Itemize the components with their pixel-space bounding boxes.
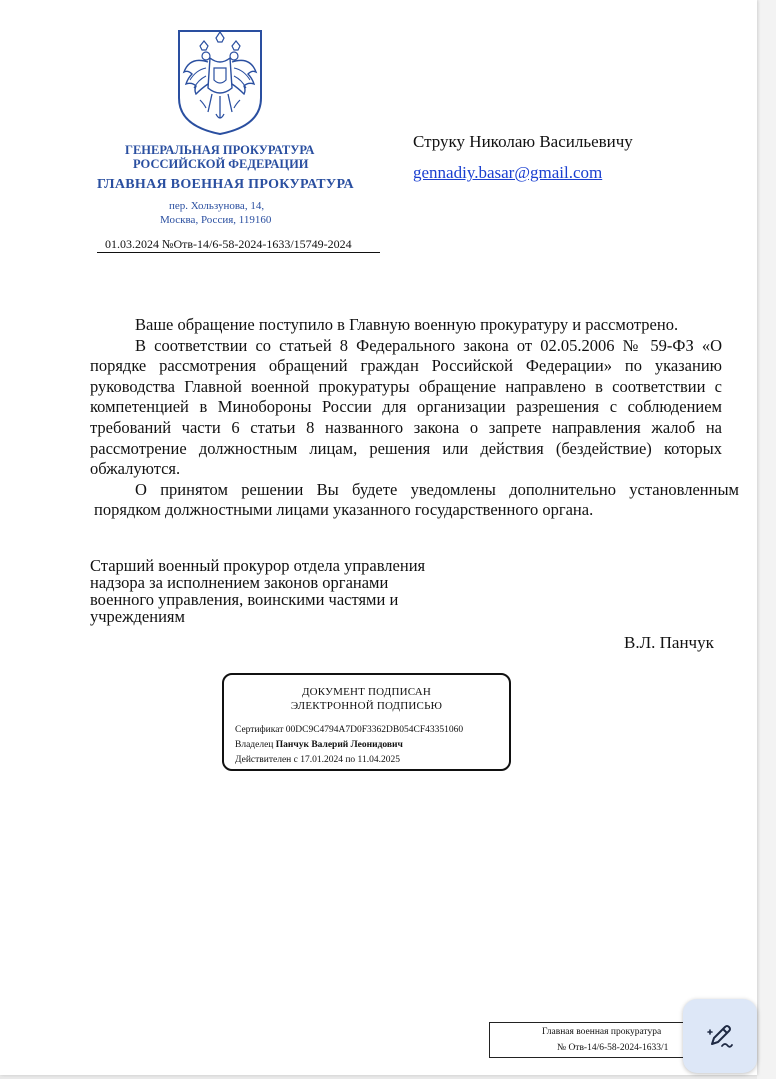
footer-number: № Отв-14/6-58-2024-1633/1	[557, 1043, 669, 1053]
signer-position-line1: Старший военный прокурор отдела управления	[90, 556, 426, 575]
agency-address-line2: Москва, Россия, 119160	[160, 214, 272, 226]
agency-name-line3: ГЛАВНАЯ ВОЕННАЯ ПРОКУРАТУРА	[97, 177, 354, 192]
stamp-certificate-row	[235, 725, 463, 735]
scrollbar-track[interactable]	[757, 0, 776, 1079]
signer-name: В.Л. Панчук	[624, 633, 714, 652]
stamp-owner-value: Панчук Валерий Леонидович	[275, 740, 403, 750]
agency-address-line1: пер. Хользунова, 14,	[169, 200, 265, 212]
signer-position-line3: военного управления, воинскими частями и	[90, 590, 399, 609]
russian-coat-of-arms-icon	[176, 28, 264, 136]
signer-position	[90, 557, 470, 625]
edit-sign-fab[interactable]	[683, 999, 757, 1073]
body-paragraph-3: О принятом решении Вы будете уведомлены дополнительно установленным порядком должностными лицами указанного государственного органа.	[94, 479, 739, 520]
pen-sparkle-icon	[706, 1022, 734, 1050]
signer-position-line2: надзора за исполнением законов органами	[90, 573, 389, 592]
registration-number: 01.03.2024 №Отв-14/6-58-2024-1633/15749-2024	[97, 237, 380, 253]
recipient-name: Струку Николаю Васильевичу	[413, 132, 633, 151]
e-signature-stamp	[222, 673, 511, 771]
stamp-certificate-value: 00DC9C4794A7D0F3362DB054CF43351060	[285, 725, 464, 735]
agency-name-line1: ГЕНЕРАЛЬНАЯ ПРОКУРАТУРА	[125, 143, 315, 157]
stamp-title-line2: ЭЛЕКТРОННОЙ ПОДПИСЬЮ	[290, 700, 443, 712]
body-paragraph-2: В соответствии со статьей 8 Федерального закона от 02.05.2006 № 59-ФЗ «О порядке рассмотрения обращений граждан Российской Федерации» по указанию руководства Главной военной прокуратуры обращение направлено в соответствии с компетенцией в Минобороны России для организации разрешения с соблюдением требований части 6 статьи 8 названного закона о запрете направления жалоб на рассмотрение должностным лицам, решения или действия (бездействие) которых обжалуются.	[90, 335, 722, 479]
agency-name-line2: РОССИЙСКОЙ ФЕДЕРАЦИИ	[133, 157, 309, 171]
stamp-validity-label: Действителен	[235, 755, 292, 765]
body-paragraph-1: Ваше обращение поступило в Главную военную прокуратуру и рассмотрено.	[135, 315, 679, 334]
stamp-validity-value: с 17.01.2024 по 11.04.2025	[293, 755, 400, 765]
stamp-owner-label: Владелец	[235, 740, 274, 750]
stamp-validity-row	[235, 755, 400, 765]
footer-registration-box	[489, 1022, 689, 1058]
stamp-owner-row	[235, 740, 403, 750]
signer-position-line4: учреждениям	[90, 607, 185, 626]
footer-org: Главная военная прокуратура	[542, 1027, 662, 1037]
letter-body	[90, 315, 739, 521]
recipient-email-link[interactable]: gennadiy.basar@gmail.com	[413, 163, 603, 182]
stamp-certificate-label: Сертификат	[235, 725, 284, 735]
stamp-title-line1: ДОКУМЕНТ ПОДПИСАН	[301, 686, 432, 698]
